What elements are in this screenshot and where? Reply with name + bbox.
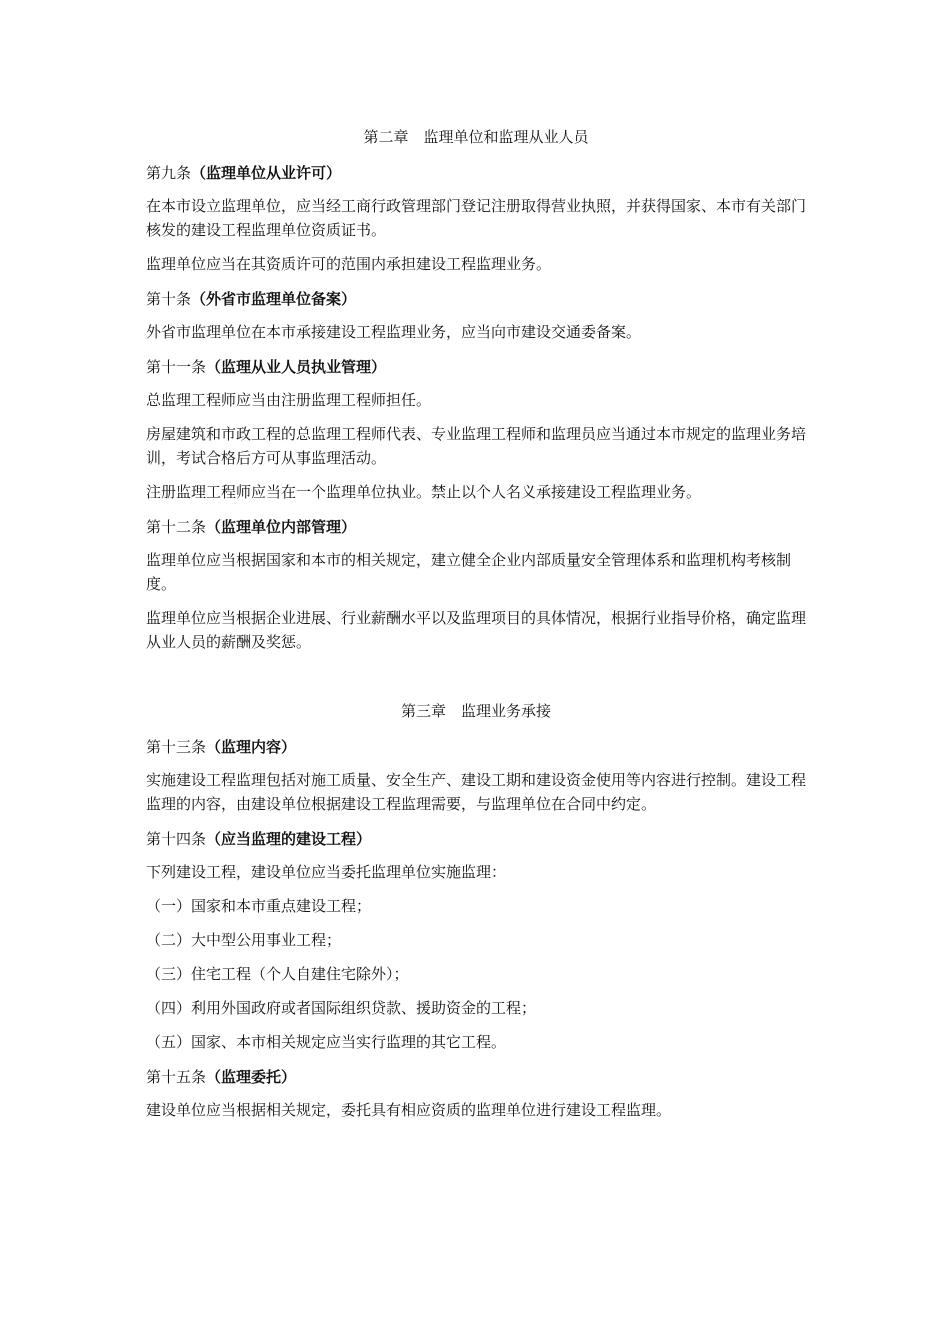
article-title: （应当监理的建设工程）: [206, 830, 372, 848]
document-content: [146, 124, 806, 1122]
article-title: （监理内容）: [206, 738, 297, 756]
article-number: 第十四条: [146, 830, 207, 848]
article-heading: [146, 734, 806, 760]
list-item: （五）国家、本市相关规定应当实行监理的其它工程。: [146, 1033, 507, 1051]
article-number: 第十三条: [146, 738, 207, 756]
article-title: （监理委托）: [206, 1068, 297, 1086]
paragraph: 外省市监理单位在本市承接建设工程监理业务，应当向市建设交通委备案。: [146, 323, 642, 341]
article-title: （外省市监理单位备案）: [191, 290, 357, 308]
article-heading: [146, 514, 806, 540]
article-number: 第十二条: [146, 518, 207, 536]
paragraph: 房屋建筑和市政工程的总监理工程师代表、专业监理工程师和监理员应当通过本市规定的监理业务培训，考试合格后方可从事监理活动。: [146, 425, 807, 467]
article-heading: [146, 354, 806, 380]
list-item: （一）国家和本市重点建设工程；: [146, 897, 372, 915]
paragraph: 监理单位应当根据企业进展、行业薪酬水平以及监理项目的具体情况，根据行业指导价格，确定监理从业人员的薪酬及奖惩。: [146, 609, 807, 651]
article-title: （监理单位从业许可）: [191, 164, 342, 182]
article-heading: [146, 286, 806, 312]
paragraph: 建设单位应当根据相关规定，委托具有相应资质的监理单位进行建设工程监理。: [146, 1101, 672, 1119]
article-number: 第十一条: [146, 358, 207, 376]
list-item: （三）住宅工程（个人自建住宅除外）；: [146, 965, 409, 983]
article-number: 第十条: [146, 290, 192, 308]
list-item: （二）大中型公用事业工程；: [146, 931, 342, 949]
article-heading: [146, 1064, 806, 1090]
article-number: 第九条: [146, 164, 192, 182]
chapter-title: 第二章 监理单位和监理从业人员: [363, 128, 589, 146]
chapter-title: 第三章 监理业务承接: [400, 702, 551, 720]
article-heading: [146, 826, 806, 852]
paragraph: 总监理工程师应当由注册监理工程师担任。: [146, 391, 432, 409]
article-title: （监理单位内部管理）: [206, 518, 357, 536]
paragraph: 监理单位应当在其资质许可的范围内承担建设工程监理业务。: [146, 255, 552, 273]
list-item: （四）利用外国政府或者国际组织贷款、援助资金的工程；: [146, 999, 537, 1017]
paragraph: 实施建设工程监理包括对施工质量、安全生产、建设工期和建设资金使用等内容进行控制。建设工程监理的内容，由建设单位根据建设工程监理需要，与监理单位在合同中约定。: [146, 771, 807, 813]
article-heading: [146, 160, 806, 186]
paragraph: 注册监理工程师应当在一个监理单位执业。禁止以个人名义承接建设工程监理业务。: [146, 483, 702, 501]
article-number: 第十五条: [146, 1068, 207, 1086]
paragraph: 下列建设工程，建设单位应当委托监理单位实施监理：: [146, 863, 507, 881]
paragraph: 监理单位应当根据国家和本市的相关规定，建立健全企业内部质量安全管理体系和监理机构考核制度。: [146, 551, 792, 593]
paragraph: 在本市设立监理单位，应当经工商行政管理部门登记注册取得营业执照，并获得国家、本市有关部门核发的建设工程监理单位资质证书。: [146, 197, 807, 239]
article-title: （监理从业人员执业管理）: [206, 358, 387, 376]
